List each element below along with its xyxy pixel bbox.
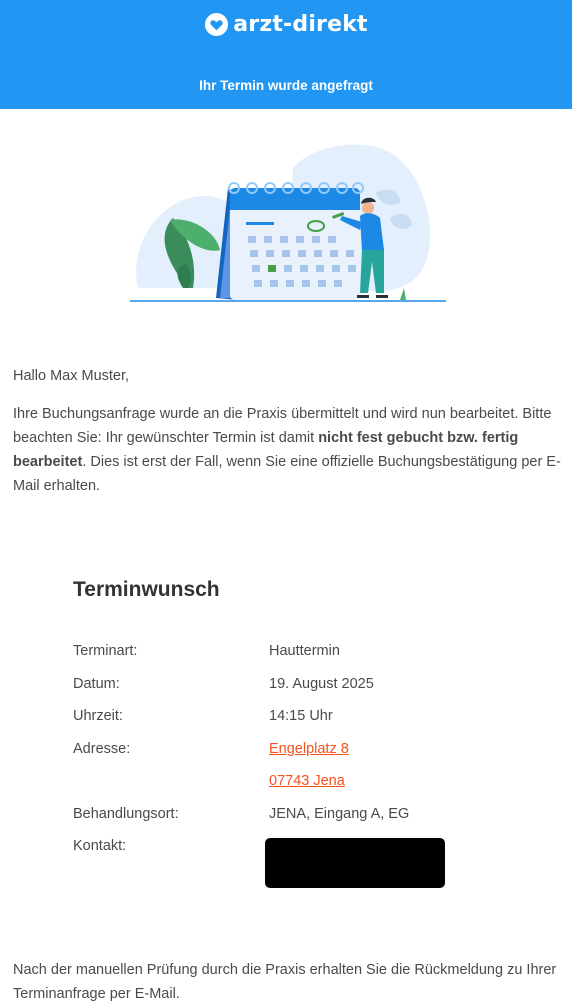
- heart-logo-icon: [204, 12, 229, 37]
- page-title: Ihr Termin wurde angefragt: [199, 78, 373, 93]
- brand-name: arzt-direkt: [233, 12, 368, 37]
- greeting-text: Hallo Max Muster,: [13, 368, 130, 384]
- appointment-date-value: 19. August 2025: [269, 676, 374, 692]
- address-street-link[interactable]: Engelplatz 8: [269, 741, 349, 757]
- appointment-address-label: Adresse:: [73, 741, 131, 757]
- address-city-link[interactable]: 07743 Jena: [269, 773, 345, 789]
- appointment-section-title: Terminwunsch: [73, 578, 220, 601]
- appointment-time-value: 14:15 Uhr: [269, 708, 333, 724]
- appointment-location-label: Behandlungsort:: [73, 806, 179, 822]
- appointment-type-label: Terminart:: [73, 643, 138, 659]
- appointment-date-label: Datum:: [73, 676, 120, 692]
- appointment-type-value: Hauttermin: [269, 643, 340, 659]
- appointment-location-value: JENA, Eingang A, EG: [269, 806, 410, 822]
- intro-text-end: . Dies ist erst der Fall, wenn Sie eine offizielle Buchungsbestätigung per E-Mail erhalten.: [13, 454, 561, 494]
- appointment-contact-label: Kontakt:: [73, 838, 127, 854]
- intro-text-bold: nicht fest gebucht bzw. fertig bearbeitet: [13, 430, 519, 470]
- intro-paragraph: [13, 402, 561, 498]
- calendar-illustration-icon: [128, 138, 448, 306]
- contact-redaction-block: [265, 838, 445, 888]
- header-bar: [0, 0, 572, 109]
- intro-text-start: Ihre Buchungsanfrage wurde an die Praxis übermittelt und wird nun bearbeitet. Bitte beachten Sie: Ihr gewünschter Termin ist damit: [13, 406, 552, 446]
- appointment-time-label: Uhrzeit:: [73, 708, 123, 724]
- brand-logo[interactable]: [0, 12, 572, 37]
- footer-note: Nach der manuellen Prüfung durch die Praxis erhalten Sie die Rückmeldung zu Ihrer Terminanfrage per E-Mail.: [13, 962, 557, 1002]
